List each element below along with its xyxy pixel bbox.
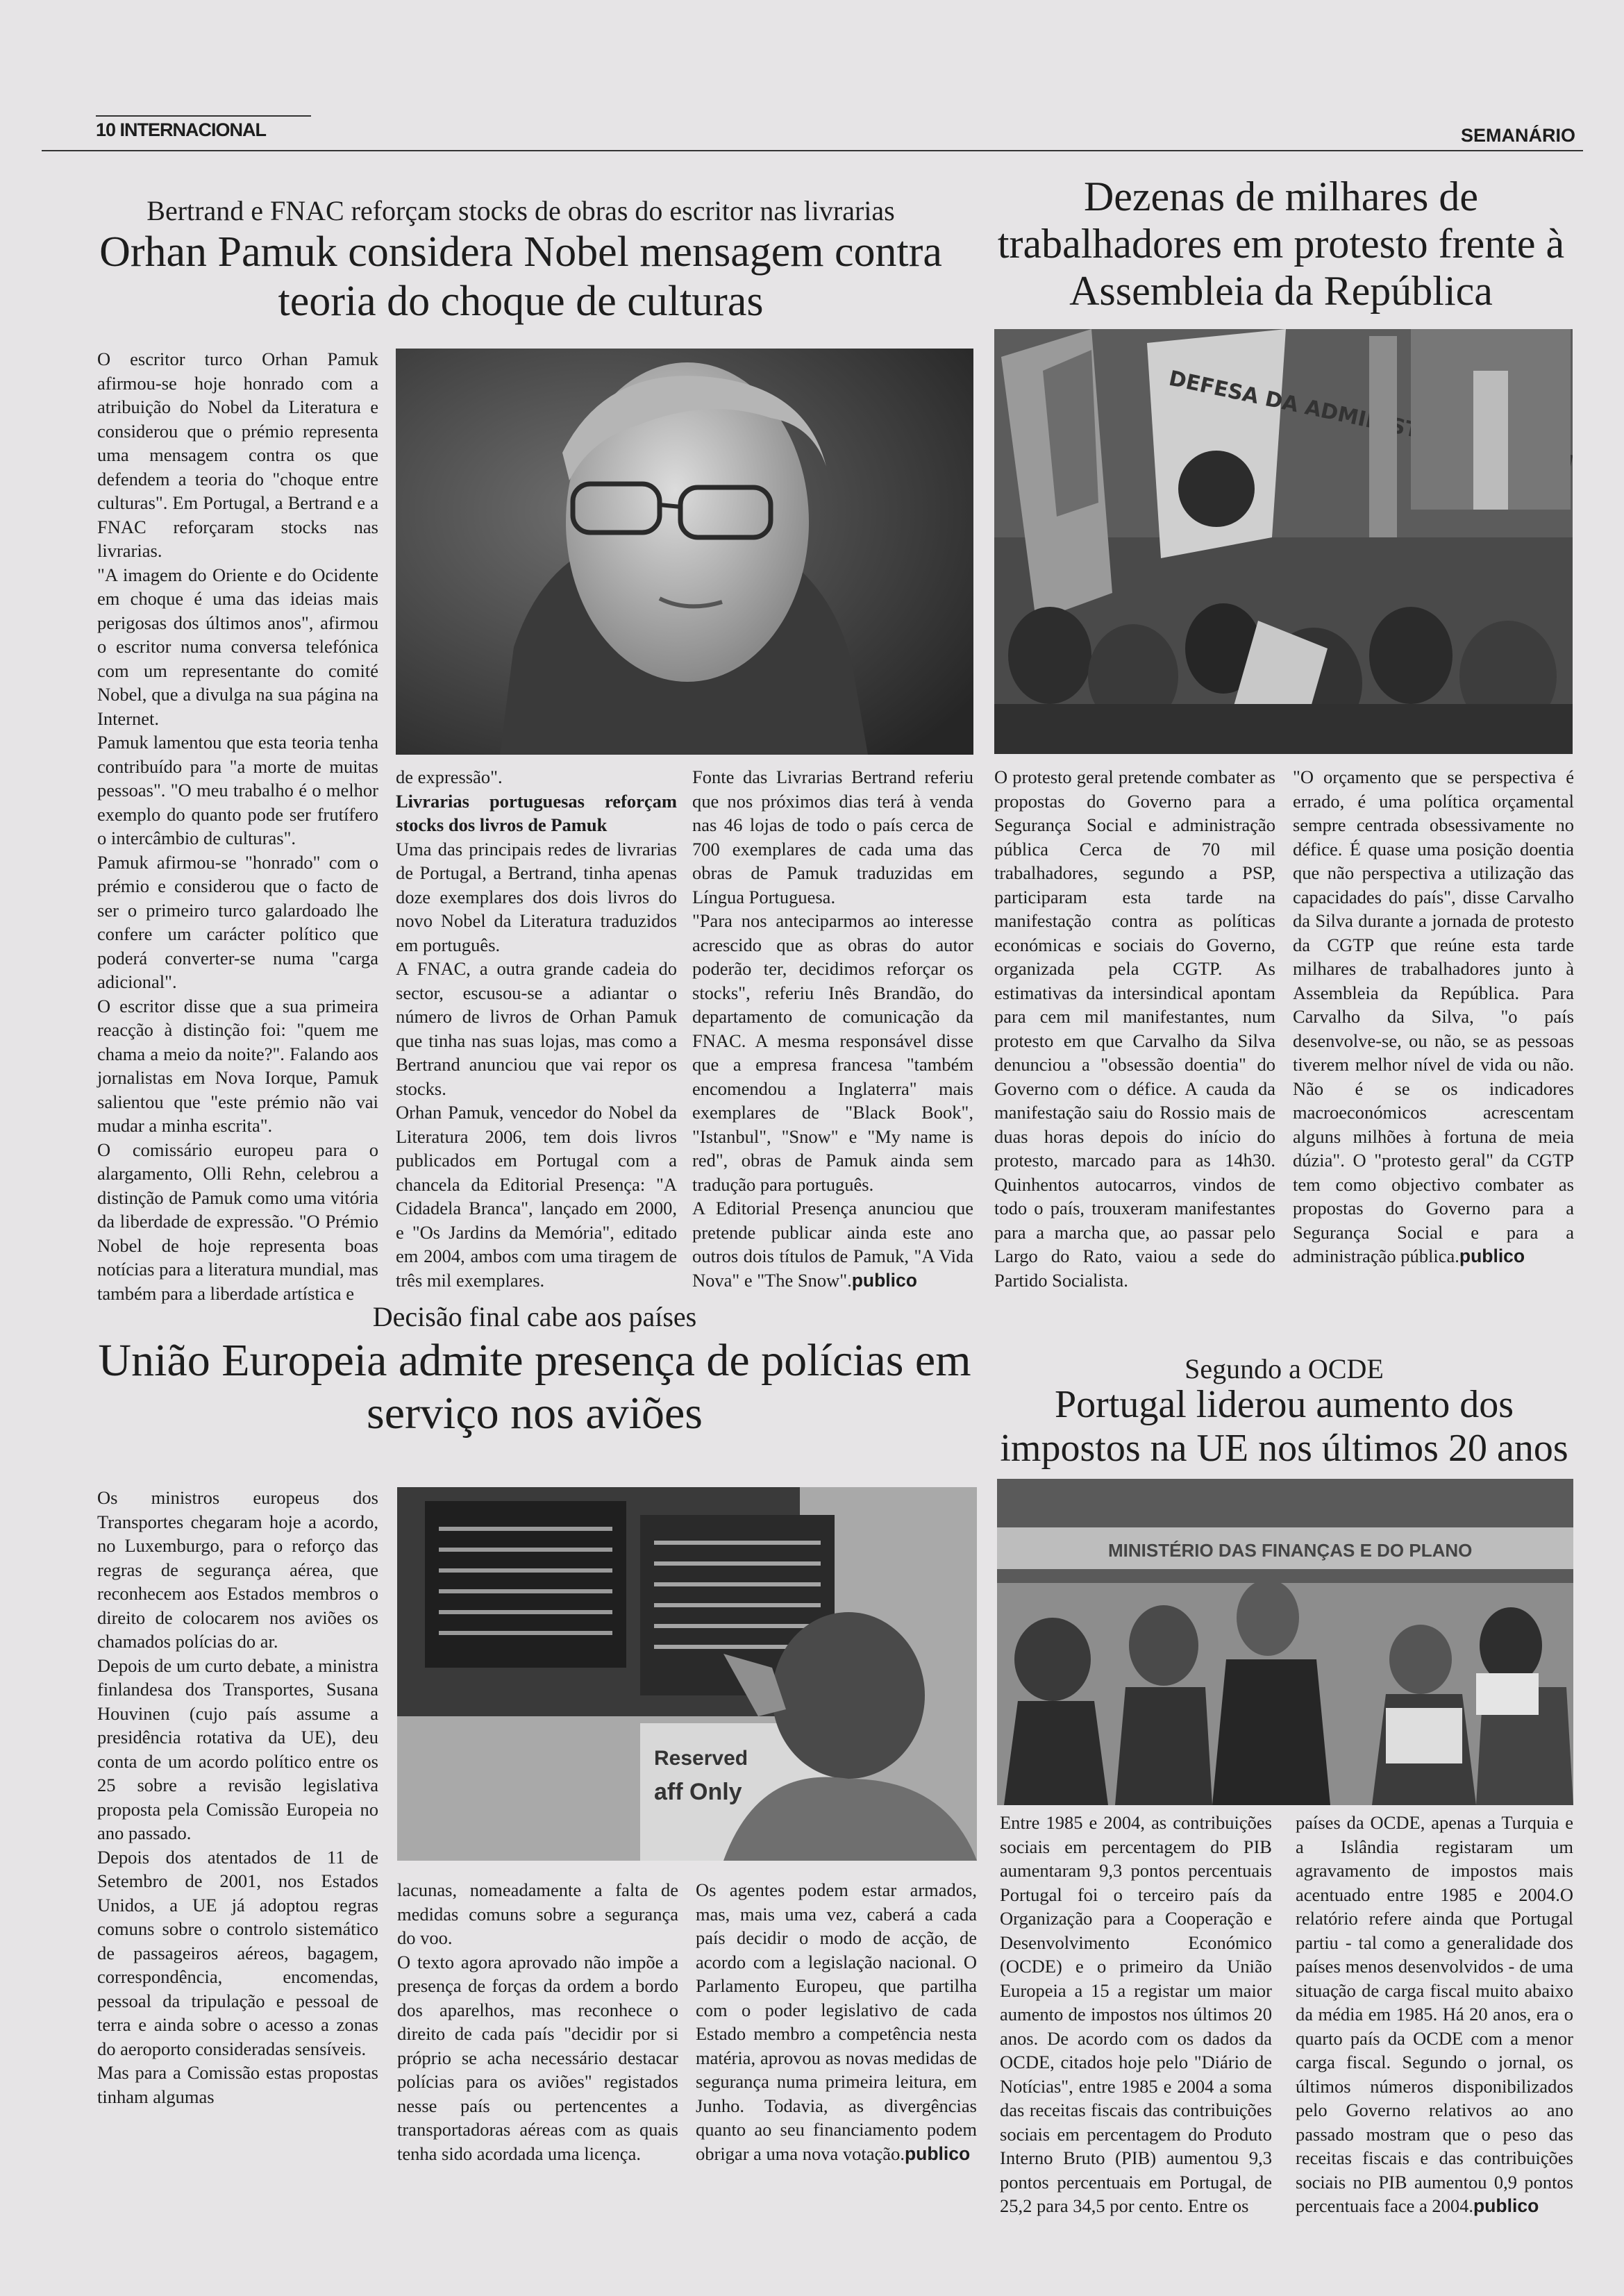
pamuk-c1-p6: O comissário europeu para o alargamento, Olli Rehn, celebrou a distinção de Pamuk como uma vitória da liberdade de expressão. "O Prémio Nobel de hoje representa boas notícias para a literatura mundial, mas também para a liberdade artística e [97, 1139, 378, 1304]
pamuk-c1-p2: "A imagem do Oriente e do Ocidente em choque é uma das ideias mais perigosas dos últimos anos", afirmou o escritor numa conversa telefónica com um representante do comité Nobel, que a divulga na sua página na Internet. [97, 564, 378, 729]
ocde-c1-p1: Entre 1985 e 2004, as contribuições sociais em percentagem do PIB aumentaram 9,3 pontos percentuais Portugal foi o terceiro país da Organização para a Cooperação e Desenvolvimento Económico (OCDE) e o primeiro da União Europeia a 15 a registar um maior aumento de impostos nos últimos 20 anos. De acordo com os dados da OCDE, citados hoje pelo "Diário de Notícias", entre 1985 e 2004 a soma das receitas fiscais das contribuições sociais em percentagem do Produto Interno Bruto (PIB) aumentou 9,3 pontos percentuais em Portugal, de 25,2 para 34,5 por cento. Entre os [1000, 1812, 1272, 2216]
pamuk-column-2 [396, 765, 677, 1292]
protest-headline: Dezenas de milhares de trabalhadores em protesto frente à Assembleia da República [997, 174, 1565, 314]
pamuk-c3-p1: Fonte das Livrarias Bertrand referiu que nos próximos dias terá à venda nas 46 lojas de todo o país cerca de 700 exemplares de cada uma das obras de Pamuk traduzidas em Língua Portuguesa. [692, 766, 973, 907]
eu-c1-p1: Os ministros europeus dos Transportes chegaram hoje a acordo, no Luxemburgo, para o reforço das regras de segurança aérea, que reconhecem aos Estados membros o direito de colocarem nos aviões os chamados polícias do ar. [97, 1487, 378, 1652]
header-rule [42, 150, 1583, 151]
header-rule-short [96, 115, 311, 117]
ocde-kicker: Segundo a OCDE [1184, 1353, 1384, 1384]
pamuk-c2-p3: Orhan Pamuk, vencedor do Nobel da Literatura 2006, tem dois livros publicados em Portugal com a chancela da Editorial Presença: "A Cidadela Branca", lançado em 2000, e "Os Jardins da Memória", editado em 2004, ambos com uma tiragem de três mil exemplares. [396, 1102, 677, 1291]
ocde-tax-office-photo [997, 1479, 1573, 1805]
eu-c1-p3: Depois dos atentados de 11 de Setembro de 2001, nos Estados Unidos, a UE já adoptou regras comuns sobre o controlo sistemático de passageiros aéreos, bagagem, correspondência, encomendas, pessoal da tripulação e pessoal de terra e ainda sobre o acesso a zonas do aeroporto consideradas sensíveis. [97, 1846, 378, 2059]
protest-signature: publico [1459, 1246, 1525, 1266]
pamuk-c3-p3-text: A Editorial Presença anunciou que pretende publicar ainda este ano outros dois títulos de Pamuk, "A Vida Nova" e "The Snow". [692, 1198, 973, 1291]
eu-c3-text: Os agentes podem estar armados, mas, mais uma vez, caberá a cada país decidir o modo de acção, de acordo com a legislação nacional. O Parlamento Europeu, que partilha com o poder legislativo de cada Estado membro a competência nesta matéria, aprovou as novas medidas de segurança numa primeira leitura, em Junho. Todavia, as divergências quanto ao seu financiamento podem obrigar a uma nova votação. [696, 1879, 977, 2164]
pamuk-column-3 [692, 765, 973, 1292]
pamuk-c3-p2: "Para nos anteciparmos ao interesse acrescido que as obras do autor poderão ter, decidimos reforçar os stocks", referiu Inês Brandão, do departamento de comunicação da FNAC. A mesma responsável disse que a empresa francesa "também encomendou a Inglaterra" mais exemplares de "Black Book", "Istanbul", "Snow" e "My name is red", obras de Pamuk ainda sem tradução para português. [692, 910, 973, 1195]
eu-kicker: Decisão final cabe aos países [372, 1301, 697, 1332]
eu-c1-p4: Mas para a Comissão estas propostas tinham algumas [97, 2062, 378, 2107]
pamuk-c3-p3 [692, 1196, 973, 1292]
pamuk-c2-start: de expressão". [396, 766, 503, 787]
eu-board-sign-line2: aff Only [654, 1779, 742, 1805]
protest-placard-text: DEFESA DA ADMINISTRAÇÃO [1166, 366, 1501, 460]
eu-departures-board-photo [397, 1487, 977, 1861]
eu-c3-p1 [696, 1878, 977, 2165]
eu-column-2 [397, 1878, 678, 2165]
eu-c1-p2: Depois de um curto debate, a ministra finlandesa dos Transportes, Susana Houvinen (cujo país assume a presidência rotativa da UE), deu conta de um acordo político entre os 25 sobre a revisão legislativa proposta pela Comissão Europeia no ano passado. [97, 1654, 378, 1843]
pamuk-c1-p5: O escritor disse que a sua primeira reacção à distinção foi: "quem me chama a meio da noite?". Falando aos jornalistas em Nova Iorque, Pamuk salientou que "este prémio não vai mudar a minha escrita". [97, 995, 378, 1136]
pamuk-c1-p4: Pamuk afirmou-se "honrado" com o prémio e considerou que o facto de ser o primeiro turco galardoado lhe confere um carácter político que poderá converter-se numa "carga adicional". [97, 851, 378, 992]
publication-name: SEMANÁRIO [1460, 125, 1575, 146]
eu-c2-p1: lacunas, nomeadamente a falta de medidas comuns sobre a segurança do voo. [397, 1879, 678, 1948]
pamuk-headline: Orhan Pamuk considera Nobel mensagem contra teoria do choque de culturas [99, 228, 942, 326]
ocde-c2-p1 [1296, 1811, 1573, 2218]
eu-signature: publico [904, 2143, 971, 2164]
pamuk-portrait-photo [396, 349, 973, 755]
ocde-ministry-sign: MINISTÉRIO DAS FINANÇAS E DO PLANO [1108, 1540, 1473, 1561]
pamuk-subhead: Livrarias portuguesas reforçam stocks dos livros de Pamuk [396, 790, 677, 835]
ocde-column-1 [1000, 1811, 1272, 2218]
ocde-c2-text: países da OCDE, apenas a Turquia e a Islândia registaram um agravamento de impostos mais acentuado entre 1985 e 2004.O relatório refere ainda que Portugal partiu - tal como a generalidade dos países menos desenvolvidos - de uma situação de carga fiscal muito abaixo da média em 1985. Há 20 anos, era o quarto país da OCDE com a menor carga fiscal. Segundo o jornal, os últimos números disponibilizados pelo Governo relativos ao ano passado mostram que o peso das receitas fiscais e das contribuições sociais no PIB aumentou 0,9 pontos percentuais face a 2004. [1296, 1812, 1573, 2216]
pamuk-column-1 [97, 347, 378, 1305]
pamuk-signature: publico [851, 1269, 917, 1291]
protest-c1-p1: O protesto geral pretende combater as propostas do Governo para a Segurança Social e administração pública Cerca de 70 mil trabalhadores, segundo a PSP, participaram esta tarde na manifestação contra as políticas económicas e sociais do Governo, organizada pela CGTP. As estimativas da intersindical apontam para cem mil manifestantes, num protesto em que Carvalho da Silva denunciou a "obsessão doentia" do Governo com o défice. A cauda da manifestação saiu do Rossio mais de duas horas depois do início do protesto, marcado para as 14h30. Quinhentos autocarros, vindos de todo o país, trouxeram manifestantes para a marcha que, ao passar pelo Largo do Rato, vaiou a sede do Partido Socialista. [994, 766, 1275, 1291]
pamuk-c2-p2: A FNAC, a outra grande cadeia do sector, escusou-se a adiantar o número de livros de Orhan Pamuk que tinha nas suas lojas, mas como a Bertrand anunciou que vai repor os stocks. [396, 958, 677, 1099]
pamuk-kicker: Bertrand e FNAC reforçam stocks de obras do escritor nas livrarias [147, 195, 895, 226]
pamuk-c1-p1: O escritor turco Orhan Pamuk afirmou-se hoje honrado com a atribuição do Nobel da Literatura e considerou que o prémio representa uma mensagem contra os que defendem a teoria do "choque entre culturas". Em Portugal, a Bertrand e a FNAC reforçaram stocks nas livrarias. [97, 349, 378, 561]
protest-c2-p1 [1293, 765, 1574, 1268]
eu-board-sign-line1: Reserved [654, 1747, 748, 1770]
protest-column-1 [994, 765, 1275, 1292]
ocde-headline: Portugal liderou aumento dos impostos na UE nos últimos 20 anos [1000, 1383, 1568, 1470]
pamuk-c2-p1: Uma das principais redes de livrarias de Portugal, a Bertrand, tinha apenas doze exemplares dos dois livros do novo Nobel da Literatura traduzidos em português. [396, 838, 677, 955]
protest-c2-text: "O orçamento que se perspectiva é errado, é uma política orçamental sempre centrada obsessivamente no défice. É quase uma posição doentia que não perspectiva a utilização das capacidades do país", disse Carvalho da Silva durante a jornada de protesto da CGTP que reúne esta tarde milhares de trabalhadores junto à Assembleia da República. Para Carvalho da Silva, "o país desenvolve-se, ou não, se as pessoas tiverem melhor nível de vida ou não. Não é se os indicadores macroeconómicos acrescentam alguns milhões à fortuna de meia dúzia". O "protesto geral" da CGTP tem como objectivo combater as propostas do Governo para a Segurança Social e para a administração pública. [1293, 766, 1574, 1266]
section-label: 10 INTERNACIONAL [96, 119, 267, 140]
ocde-signature: publico [1473, 2195, 1539, 2216]
eu-column-1 [97, 1486, 378, 2109]
protest-column-2 [1293, 765, 1574, 1268]
pamuk-c1-p3: Pamuk lamentou que esta teoria tenha contribuído para "a morte de muitas pessoas". "O meu trabalho é o melhor exemplo do quanto pode ser frutífero o intercâmbio de culturas". [97, 732, 378, 848]
eu-column-3 [696, 1878, 977, 2165]
ocde-column-2 [1296, 1811, 1573, 2218]
eu-c2-p2: O texto agora aprovado não impõe a presença de forças da ordem a bordo dos aparelhos, mas reconhece o direito de cada país "decidir por si próprio se acha necessário destacar polícias para os aviões" registados nesse país ou pertencentes a transportadoras aéreas com as quais tenha sido acordada uma licença. [397, 1951, 678, 2164]
protest-crowd-photo [994, 329, 1573, 754]
eu-headline: União Europeia admite presença de polícias em serviço nos aviões [98, 1335, 971, 1439]
